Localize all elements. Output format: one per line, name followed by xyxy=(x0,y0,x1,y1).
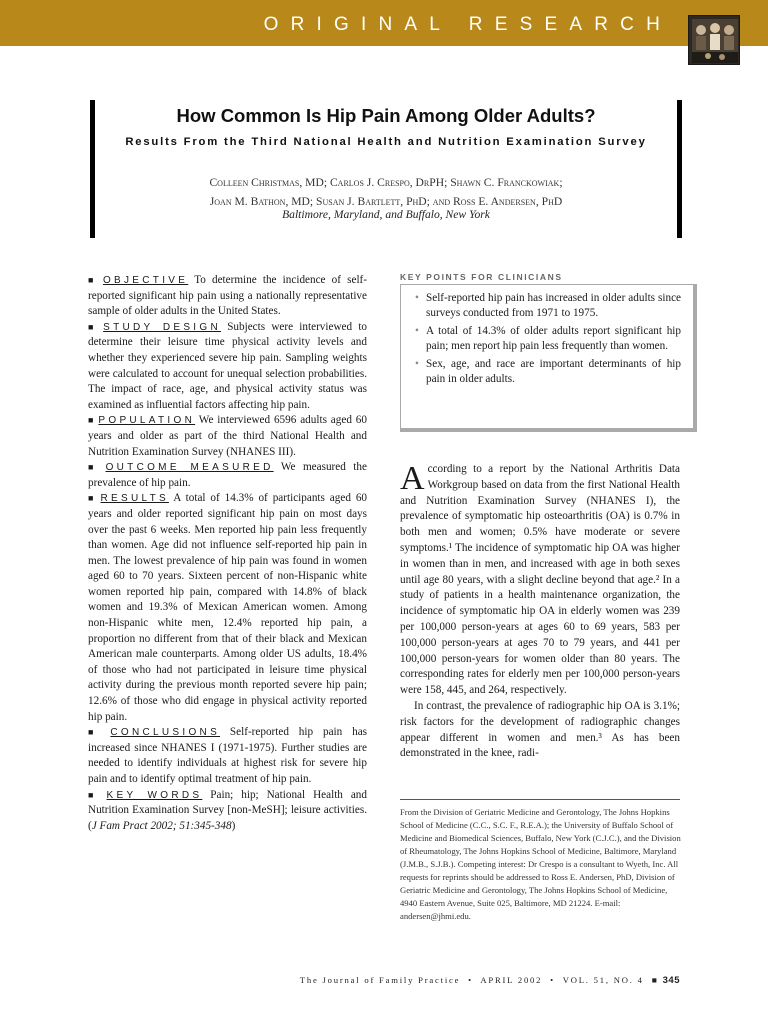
abstract-study-design xyxy=(88,320,367,414)
key-points-box xyxy=(400,284,697,432)
issue-date: APRIL 2002 xyxy=(480,975,543,985)
page-footer xyxy=(300,975,680,986)
citation-open: ( xyxy=(88,819,92,832)
section-bullet: ■ xyxy=(88,275,97,285)
abstract-results xyxy=(88,491,367,725)
page-number: 345 xyxy=(662,975,680,986)
abstract xyxy=(88,273,367,834)
study-design-text: Subjects were interviewed to determine their leisure time physical activity levels and whether they experienced severe hip pain. Sampling weights were calculated to account for unequal selection probabilities. The impact of race, age, and physical activity status was examined as influential factors affecting hip pain. xyxy=(88,320,368,411)
key-point-item: • Self-reported hip pain has increased in older adults since surveys conducted from 1971 to 1975. xyxy=(417,291,681,322)
footnote-rule xyxy=(400,799,680,800)
objective-heading: OBJECTIVE xyxy=(102,275,189,286)
key-point-item: • A total of 14.3% of older adults report significant hip pain; men report hip pain less frequently than women. xyxy=(417,324,681,355)
key-points-label: KEY POINTS FOR CLINICIANS xyxy=(400,272,563,282)
citation-text: J Fam Pract 2002; 51:345-348 xyxy=(91,819,232,832)
author-affiliation: Baltimore, Maryland, and Buffalo, New York xyxy=(282,208,490,221)
authors-line-1: Colleen Christmas, MD; Carlos J. Crespo, DrPH; Shawn C. Franckowiak; xyxy=(209,176,563,189)
outcome-heading: OUTCOME MEASURED xyxy=(105,462,274,474)
section-bullet: ■ xyxy=(88,493,96,504)
body-text xyxy=(400,462,680,762)
drop-cap: A xyxy=(400,460,425,497)
title-block xyxy=(90,100,682,238)
volume-number: VOL. 51, NO. 4 xyxy=(562,975,644,985)
citation-close: ) xyxy=(231,819,236,832)
section-bullet: ■ xyxy=(88,462,99,473)
author-footnote: From the Division of Geriatric Medicine and Gerontology, The Johns Hopkins School of Medicine (C.C., S.C. F., R.E.A.); the University of Buffalo School of Medicine and Biomedical Sciences, Buffalo, New York (C.J.C.), and the Division of Rheumatology, The Johns Hopkins School of Medicine, Baltimore, Maryland (J.M.B., S.J.B.). Competing interest: Dr Crespo is a consultant to Wyeth, Inc. All requests for reprints should be addressed to Ross E. Andersen, PhD, Division of Geriatric Medicine and Gerontology, The Johns Hopkins School of Medicine, 4940 Eastern Avenue, Suite 025, Baltimore, MD 21224. E-mail: andersen@jhmi.edu. xyxy=(400,807,681,921)
key-point-item: • Sex, age, and race are important determinants of hip pain in older adults. xyxy=(417,357,681,388)
abstract-population xyxy=(88,413,367,460)
journal-name: The Journal of Family Practice xyxy=(299,975,461,985)
abstract-keywords xyxy=(88,788,367,835)
article-title: How Common Is Hip Pain Among Older Adults? xyxy=(176,105,596,126)
conclusions-heading: CONCLUSIONS xyxy=(110,727,221,739)
body-paragraph-1 xyxy=(400,462,680,699)
authors-line-2: Joan M. Bathon, MD; Susan J. Bartlett, PhD; and Ross E. Andersen, PhD xyxy=(209,195,563,208)
body-paragraph-2: In contrast, the prevalence of radiographic hip OA is 3.1%; risk factors for the development of radiographic changes appear different in women and men.³ As has been demonstrated in the knee, radi- xyxy=(400,699,680,760)
outcome-text: We measured the prevalence of hip pain. xyxy=(88,461,367,489)
conclusions-text: Self-reported hip pain has increased since NHANES I (1971-1975). Further studies are needed to identify individuals at highest risk for severe hip pain and to identify optimal treatment of hip pain. xyxy=(88,726,368,785)
footer-separator: • xyxy=(550,975,555,985)
objective-text: To determine the incidence of self-reported significant hip pain using a nationally representative sample of older adults in the United States. xyxy=(88,274,368,318)
population-text: We interviewed 6596 adults aged 60 years and older as part of the third National Health and Nutrition Examination Survey (NHANES III). xyxy=(88,414,367,458)
results-text: A total of 14.3% of participants aged 60 years and older reported significant hip pain on most days over the past 6 weeks. Men reported hip pain less frequently than women. Age did not influence self-reported hip pain in men. The lowest prevalence of hip pain was found in women aged 60 to 70 years. Sixteen percent of non-Hispanic white women reported hip pain, compared with 14.8% of black women and 19.3% of Mexican American women. Among non-Hispanic white men, 12.4% reported hip pain, a proportion no different from that of their black and Mexican American male counterparts. Among older US adults, 18.4% of those who had not participated in leisure time physical activity during the previous month reported severe hip pain; 12.6% of those who did engage in physical activity reported hip pain. xyxy=(88,492,368,723)
journal-logo-image xyxy=(688,15,740,65)
section-banner xyxy=(0,0,768,46)
section-bullet: ■ xyxy=(88,789,99,800)
footer-separator: • xyxy=(468,975,473,985)
article-subtitle: Results From the Third National Health and Nutrition Examination Survey xyxy=(125,136,647,148)
keywords-heading: KEY WORDS xyxy=(106,789,203,801)
section-label: ORIGINAL RESEARCH xyxy=(263,14,672,35)
key-points-list xyxy=(401,291,693,387)
population-heading: POPULATION xyxy=(98,415,196,427)
author-list xyxy=(95,173,677,211)
results-heading: RESULTS xyxy=(100,493,169,505)
footer-square: ■ xyxy=(651,975,659,985)
body-paragraph-1-text: ccording to a report by the National Arthritis Data Workgroup based on data from the first National Health and Nutrition Examination Survey (NHANES I), the prevalence of symptomatic hip osteoarthritis (OA) is 0.7% in both men and women; 0.5% have moderate or severe symptoms.¹ The incidence of symptomatic hip OA was higher in women than in men, and increased with age in both sexes until age 80 years, with a slight decline beyond that age.² In a study of patients in a health maintenance organization, the incidence of symptomatic hip OA in elderly women was 239 per 100,000 person-years at ages 60 to 69 years, 583 per 100,000 person-years at ages 70 to 79 years, and 441 per 100,000 person-years for women older than 80 years. The corresponding rates for elderly men per 100,000 person-years were 158, 445, and 264, respectively. xyxy=(400,463,680,697)
abstract-objective xyxy=(88,273,367,320)
section-bullet: ■ xyxy=(88,727,101,738)
keywords-text: Pain; hip; National Health and Nutrition Examination Survey [non-MeSH]; leisure activities. xyxy=(88,788,367,817)
abstract-outcome xyxy=(88,460,367,491)
section-bullet: ■ xyxy=(88,321,97,332)
study-design-heading: STUDY DESIGN xyxy=(103,321,221,333)
section-bullet: ■ xyxy=(88,415,95,426)
abstract-conclusions xyxy=(88,725,367,787)
